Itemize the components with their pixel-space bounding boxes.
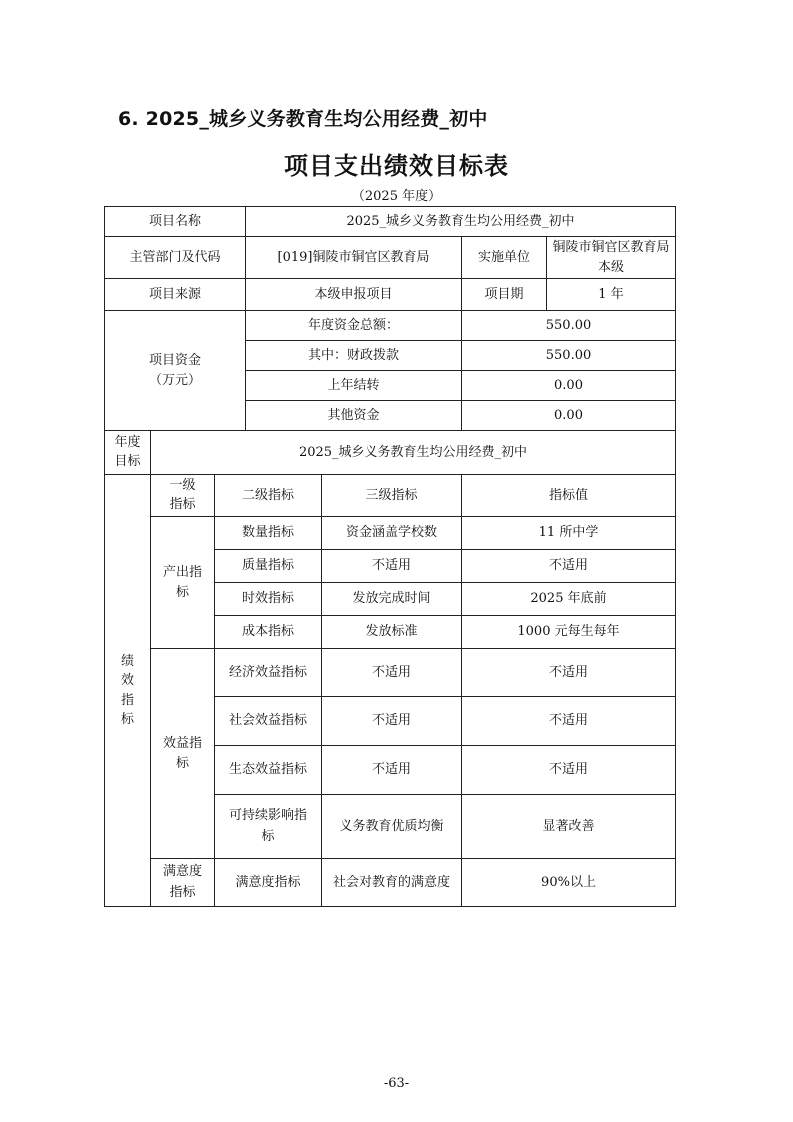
indicator-level2: 经济效益指标: [215, 649, 322, 697]
output-indicator-label: 产出指 标: [151, 517, 215, 649]
indicator-value: 不适用: [462, 550, 676, 583]
funds-row: [105, 311, 676, 341]
indicator-level3: 不适用: [322, 697, 462, 746]
satisfaction-indicator-label: 满意度 指标: [151, 859, 215, 907]
project-name-label: 项目名称: [105, 207, 246, 237]
header-level1: 一级 指标: [151, 475, 215, 517]
funds-other-label: 其他资金: [246, 401, 462, 431]
indicator-level2: 可持续影响指 标: [215, 795, 322, 859]
indicator-row: [105, 859, 676, 907]
document-title: 项目支出绩效目标表: [284, 151, 509, 180]
department-value: [019]铜陵市铜官区教育局: [246, 237, 462, 279]
funds-label: 项目资金 （万元）: [105, 311, 246, 431]
funds-carryover-label: 上年结转: [246, 371, 462, 401]
indicator-value: 90%以上: [462, 859, 676, 907]
indicator-value: 2025 年底前: [462, 583, 676, 616]
indicator-level3: 发放完成时间: [322, 583, 462, 616]
indicator-level3: 资金涵盖学校数: [322, 517, 462, 550]
project-source-label: 项目来源: [105, 279, 246, 311]
implementing-unit-label: 实施单位: [462, 237, 547, 279]
implementing-unit-value: 铜陵市铜官区教育局本级: [547, 237, 676, 279]
annual-goal-value: 2025_城乡义务教育生均公用经费_初中: [151, 431, 676, 475]
indicator-level3: 不适用: [322, 550, 462, 583]
page-number: -63-: [383, 1076, 410, 1091]
project-source-value: 本级申报项目: [246, 279, 462, 311]
project-source-row: [105, 279, 676, 311]
indicator-level2: 成本指标: [215, 616, 322, 649]
indicator-value: 11 所中学: [462, 517, 676, 550]
funds-carryover-value: 0.00: [462, 371, 676, 401]
indicator-level3: 义务教育优质均衡: [322, 795, 462, 859]
indicator-level2: 质量指标: [215, 550, 322, 583]
department-row: [105, 237, 676, 279]
department-label: 主管部门及代码: [105, 237, 246, 279]
indicator-row: [105, 649, 676, 697]
performance-target-table: [104, 206, 676, 907]
project-name-value: 2025_城乡义务教育生均公用经费_初中: [246, 207, 676, 237]
funds-total-label: 年度资金总额：: [246, 311, 462, 341]
annual-goal-label: 年度 目标: [105, 431, 151, 475]
indicator-level2: 社会效益指标: [215, 697, 322, 746]
indicator-value: 显著改善: [462, 795, 676, 859]
indicator-level2: 满意度指标: [215, 859, 322, 907]
indicator-value: 不适用: [462, 697, 676, 746]
project-name-row: [105, 207, 676, 237]
indicator-level3: 不适用: [322, 649, 462, 697]
indicator-value: 1000 元每生每年: [462, 616, 676, 649]
performance-indicator-group-label: 绩 效 指 标: [105, 475, 151, 907]
funds-fiscal-label: 其中：财政拨款: [246, 341, 462, 371]
indicator-value: 不适用: [462, 649, 676, 697]
indicator-value: 不适用: [462, 746, 676, 795]
funds-fiscal-value: 550.00: [462, 341, 676, 371]
indicator-header-row: [105, 475, 676, 517]
project-period-value: 1 年: [547, 279, 676, 311]
indicator-level3: 发放标准: [322, 616, 462, 649]
indicator-level2: 生态效益指标: [215, 746, 322, 795]
header-level3: 三级指标: [322, 475, 462, 517]
header-level2: 二级指标: [215, 475, 322, 517]
project-period-label: 项目期: [462, 279, 547, 311]
indicator-row: [105, 517, 676, 550]
funds-total-value: 550.00: [462, 311, 676, 341]
section-title: 6. 2025_城乡义务教育生均公用经费_初中: [118, 108, 488, 130]
indicator-level3: 不适用: [322, 746, 462, 795]
indicator-level2: 时效指标: [215, 583, 322, 616]
annual-goal-row: [105, 431, 676, 475]
indicator-level2: 数量指标: [215, 517, 322, 550]
benefit-indicator-label: 效益指 标: [151, 649, 215, 859]
header-value: 指标值: [462, 475, 676, 517]
indicator-level3: 社会对教育的满意度: [322, 859, 462, 907]
year-note: （2025 年度）: [351, 189, 442, 204]
funds-other-value: 0.00: [462, 401, 676, 431]
